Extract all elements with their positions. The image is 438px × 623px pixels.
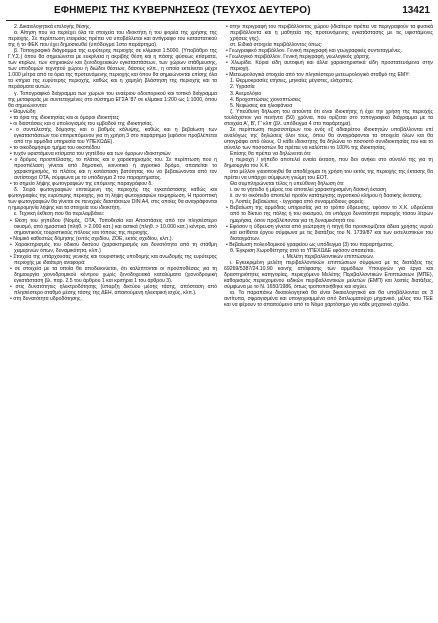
paragraph: • το οικοδομήσιμο τμήμα του οικοπέδου bbox=[10, 144, 100, 151]
paragraph: • Μετεωρολογικά στοιχεία από τον πλησιέστερο μετεωρολογικό σταθμό της ΕΜΥ: bbox=[226, 72, 410, 79]
paragraph: στ. Ειδικά στοιχεία περιβάλλοντος όπως: bbox=[230, 42, 323, 49]
paragraph: Επίσης θα πρέπει να δηλώνεται ότι: bbox=[230, 150, 312, 157]
right-column bbox=[224, 24, 433, 308]
paragraph: στο μέλλον γιαιοποιηθεί θα αποδέχομαι τη χρήση του εκτός της περιοχής της έκτασης θα πρέπει να υπάρχει σύμφωνη γνώμη του ΕΟΤ. bbox=[224, 169, 433, 182]
paragraph: • στη δυνατότητα υδροδότησης. bbox=[10, 296, 82, 303]
paragraph: β. Τοπογραφικό διάγραμμα της ευρύτερης περιοχής σε κλίμακα 1:5000. (Υποβάθρο της Γ.Υ.Σ.) όπου θα σημειώνεται με ευκρίνεια η ακριβής θέση και η πάσης φύσεως κτίσματα, των κτιρίων, των κτηριακών και ξενοδοχειακών εγκαταστάσεων, των χώρων στάθμευσης, των υποδομών τεχνητού χώρου ή διώδοι θέσεων, δάσους κλπ., η οποία εκτείνεται μέχρι 1.000 μέτρα από τα όρια της προτεινόμενης περιοχής και όπου θα σημειώνονται επίσης όλα τα κτήρια της ευρύτερης περιοχής, καθώς και η χαμηλή βλάστηση της περιοχής και τα περάσματα αυτών. bbox=[8, 48, 217, 91]
paragraph: • Νομικό καθεστώς δόμησης (εντός σχεδίου, ΖΟΕ, εκτός σχεδίου, κλπ.). bbox=[10, 235, 173, 242]
paragraph: • Θαμνώδη bbox=[10, 108, 36, 115]
paragraph: 5. Νεφώσεις και ηλιοφάνεια bbox=[230, 102, 293, 109]
paragraph: i. αν το γήπεδο ή μέρος του αποτελεί χαρακτηρισμένη δασική έκταση bbox=[230, 187, 386, 194]
paragraph: 2. Δικαιολογητικά επιλογής θέσης. bbox=[14, 24, 92, 30]
paragraph: 3. Ανεμολόγιο bbox=[230, 90, 262, 97]
page-header bbox=[6, 4, 432, 21]
paragraph: • στις δυνατότητες ηλεκτροδότησης (ύπαρξη δικτύου μέσης τάσης, απόσταση από πλησιέστερο σταθμό μέσης τάσης της ΔΕΗ, απαιτούμενη ηλεκτρική ισχύς, κλπ.). bbox=[10, 284, 217, 297]
paragraph: • το σημείο λήψης φωτογραφιών της επόμενης παραγράφου δ. bbox=[10, 181, 153, 188]
paragraph: • Στοιχεία της υπάρχουσας γενικής και τουριστικής υποδομής και ανωδομής της ευρύτερης περιοχής με ιδιαίτερη αναφορά: bbox=[10, 253, 217, 266]
paragraph: • τυχόν υφιστάμενα κτίσματα του γηπέδου και των όμορων ιδιοκτησιών bbox=[10, 150, 171, 157]
paragraph: • ο συντελεστής δόμησης και ο βαθμός κάλυψης, καθώς και η βεβαίωση των εγκαταστάσεων του επιτρεπόμενου για τη χρήση 3 στο παράρτημα (εφόσον προβλέπεται από την αρμόδια υπηρεσία του ΥΠΕΧΩΔΕ). bbox=[10, 126, 217, 145]
paragraph: • στην περιγραφή του περιβάλλοντος χώρου (ιδιαίτερο πρέπει να περιγραφούν τα φυσικά περιβάλλοντα και η μαθητεία της προτεινόμενης εγκατάστασης με τις υφιστάμενες χρήσεις γης). bbox=[226, 24, 433, 43]
paragraph: • Χλωρίδα. Κύρια είδη αυτοφυή και άλλα χαρακτηριστικά είδη προστατευόμενα στην περιοχή. bbox=[226, 60, 433, 73]
paragraph: η περιοχή / γήπεδο αποτελεί ενιαία έκταση, που δεν ανήκει στο σύνολό της για τη δημιουργία του Χ.Κ. bbox=[224, 157, 433, 170]
paragraph: • Γεωγραφικό περιβάλλον. Γενική περιγραφή και γεωγραφικές συντεταγμένες. bbox=[226, 48, 403, 55]
paragraph: 1. Θερμοκρασίες ετήσιες, μηνιαίες μέγιστες, ελάχιστες. bbox=[230, 78, 354, 85]
paragraph: • τα όρια της ιδιοκτησίας και οι όμοροι ιδιοκτήτες bbox=[10, 114, 120, 121]
paragraph: ii. αν το οικόπεδο αποτελεί προϊόν κατάτμησης αγροτικού κλήρου ή δασικής έκτασης. bbox=[230, 193, 423, 200]
paragraph: η. Λοιπές βεβαιώσεις - έγγραφα από συναρμόδιους φορείς: bbox=[230, 199, 365, 206]
paragraph: ε. Τεχνική έκθεση που θα περιλαμβάνει: bbox=[14, 211, 105, 218]
paragraph: ι. Εγκεκριμένη μελέτη περιβαλλοντικών επιπτώσεων σύμφωνα με τις διατάξεις της 69269/5387/24.10.90 κοινής απόφασης των αρμόδιων Υπουργών για έργα και δραστηριότητες κατηγορίας, περιεχόμενο Μελέτης Περιβαλλοντικών Επιπτώσεων (ΜΠΕ), καθορισμός περιεχομένου ειδικών περιβαλλοντικών μελετών (ΕΜΠ) και λοιπές διατάξεις, σύμφωνα με το Ν. 1650/1986, όπως τροποποιήθηκε και ισχύει. bbox=[224, 259, 433, 291]
paragraph: • οι διαστάσεις και ο υπολογισμός του εμβαδού της ιδιοκτησίας. bbox=[10, 120, 154, 127]
left-column bbox=[8, 24, 217, 302]
paragraph: • Βεβαίωση της αρμόδιας υπηρεσίας για το τρόπο ύδρευσης, εφόσον το Χ.Κ. υδρεύεται από το δίκτυο της πόλης ή του οικισμού, ότι υπάρχει δυνατότητα παροχής τόσου λίτρων ημερήσια, όσον προβλέπονται για τη δυναμικότητά του. bbox=[226, 205, 433, 224]
paragraph: • σε στοιχεία με τα οποία θα αποδεικνύεται, ότι καλύπτονται οι προϋποθέσεις για τη δημιουργία χιονοδρομικού κέντρου χωρίς ξενοδοχειακά καταλύματα (χιονοδρομική εγκατάσταση βλ. παρ. 2.5 του άρθρου 1 και κριτήρια 1 του άρθρου 3). bbox=[10, 265, 217, 284]
paragraph: ια. Τα παραπάνω δικαιολογητικά θα είναι δικαιολογητικά και θα υποβάλλονται σε 3 αντίτυπα, σφραγισμένα και υπογεγραμμένα από διπλωματούχο μηχανικό, μέλος του ΤΕΕ και να φέρουν το απαιτούμενο από το Νόμο χαρτόσημο για κάθε μηχανικό σχέδιο. bbox=[224, 290, 433, 309]
paragraph: δ. Σειρά φωτογραφιών επιτεύμενη της περιοχής της εγκατάστασης καθώς και φωτογραφίες της ευρύτερης περιοχής, για τη λήψη φωτογραφιών τεκμηρίωση. Η προοπτική των φωτογραφιών θα γίνεται σε πενιχρές διαστάσεων DIN A4, στις οποίες θα αναγράφονται η ημερομηνία λήψης και τα στοιχεία του ιδιοκτήτη. bbox=[8, 187, 217, 212]
paragraph: Θα συμπληρώνεται τέλος η υπεύθυνη δήλωση ότι: bbox=[230, 181, 345, 188]
paragraph: • Θέση του γηπέδου (Νομός, ΟΤΑ, Τοποθεσία και Αποστάσεις από τον πλησιέστερο οικισμό, από ημιαστικά (πληθ. > 2.000 κατ.) και αστικά (πληθ. > 10.000 κατ.) κέντρα, από σημαντικούς τουριστικούς πόλους και τόπους της περιοχής. bbox=[10, 217, 217, 236]
paragraph: • Εφόσον η ύδρευση γίνεται από γεώτρηση ή πηγή θα προσκομίζεται άδεια χρήσης νερού και εκτίθεται έργου σύμφωνα με τις διατάξεις του Ν. 1739/87 και των εκτελεστικών του διαταγμάτων. bbox=[226, 223, 433, 242]
paragraph: • Γεωλογικό περιβάλλον. Γενική περιγραφή, γεωλογικός χάρτης. bbox=[226, 54, 371, 61]
paragraph: • Χαρακτηρισμός του οδικού δικτύου (χαρακτηρισμός και δυνατότητα από τη στάθμη χειμερινών όπων, δυναμικότητα, κλπ.) bbox=[10, 241, 217, 254]
paragraph: α. Αίτηση που να περιέχει όλα τα στοιχεία του ιδιοκτήτη ή του φορέα της χρήσης της περιοχής. Σε περίπτωση εταιρείας πρέπει να υποβάλλεται και αντίγραφο του καταστατικού της ή το ΦΕΚ που έχει δημοσιευθεί (υπόδειγμα 1στο παράρτημα). bbox=[8, 30, 217, 49]
paragraph: • ο δρόμος προσπέλασης, το πλάτος και ο χαρακτηρισμός του. Σε περίπτωση που η προσπέλαση γίνεται από δημοτικό, κοινοτικό ή αγροτικό δρόμο, απαιτείται το χαρακτηρισμός, το πλάτος και η κατάσταση βατότητας του να βεβαιώνονται από τον αντίστοιχο ΟΤΑ, σύμφωνα με το υπόδειγμα 2 του παραρτήματος. bbox=[10, 157, 217, 182]
paragraph: ζ. Υπεύθυνη δήλωση του αιτούντα ότι είναι ιδιοκτήτης ή έχει την χρήση της περιοχής τουλάχιστον για πενήντα (50) χρόνια, που ορίζεται στο τοπογραφικό διάγραμμα με τα στοιχεία Α', Β', Γ' κλπ (βλ. υπόδειγμα 4 στο παράρτημα). bbox=[224, 108, 433, 127]
paragraph: 2. Υγρασία bbox=[230, 84, 255, 91]
gazette-title: ΕΦΗΜΕΡΙΣ ΤΗΣ ΚΥΒΕΡΝΗΣΕΩΣ (ΤΕΥΧΟΣ ΔΕΥΤΕΡΟ) bbox=[54, 5, 311, 16]
paragraph: • Βεβαίωση πολεοδομικού γραφείου ως υπόδειγμα (3) του παραρτήματος. bbox=[226, 241, 395, 248]
paragraph: Σε περίπτωση περισσοτέρων του ενός εξ αδιαιρέτου ιδιοκτητών υποβάλλονται επί αναλόγως της δηλώσεις όλοι τους, όπου θα αναγράφονται τα στοιχεία όλων και θα υπογράφει από όλους. Ο κάθε ιδιοκτήτης θα δηλώνει το ποσοστό συνιδιοκτησίας του και το σύνολο των ποσοστών θα πρέπει να καλύπτει το 100% της ιδιοκτησίας. bbox=[224, 126, 433, 151]
paragraph: ι. Μελέτη περιβαλλοντικών επιπτώσεων. bbox=[282, 253, 375, 260]
paragraph: 4. Βροχοπτώσεις χιονοπτώσεις bbox=[230, 96, 301, 103]
paragraph: θ. Έγκριση Χωροθέτησης από το ΥΠΕΧΩΔΕ εφόσον απαιτείται. bbox=[230, 247, 375, 254]
paragraph: γ. Τοπογραφικό διάγραμμα των χώρων του εναέριου οδοιπορικού και τοπικό διάγραμμα της μεταφοράς με συντεταγμένες στο σύστημα ΕΓΣΑ '87 σε κλίμακα 1:200 ως 1:1000, όπου θα σημειώνονται: bbox=[8, 90, 217, 109]
page-number: 13421 bbox=[402, 5, 430, 16]
